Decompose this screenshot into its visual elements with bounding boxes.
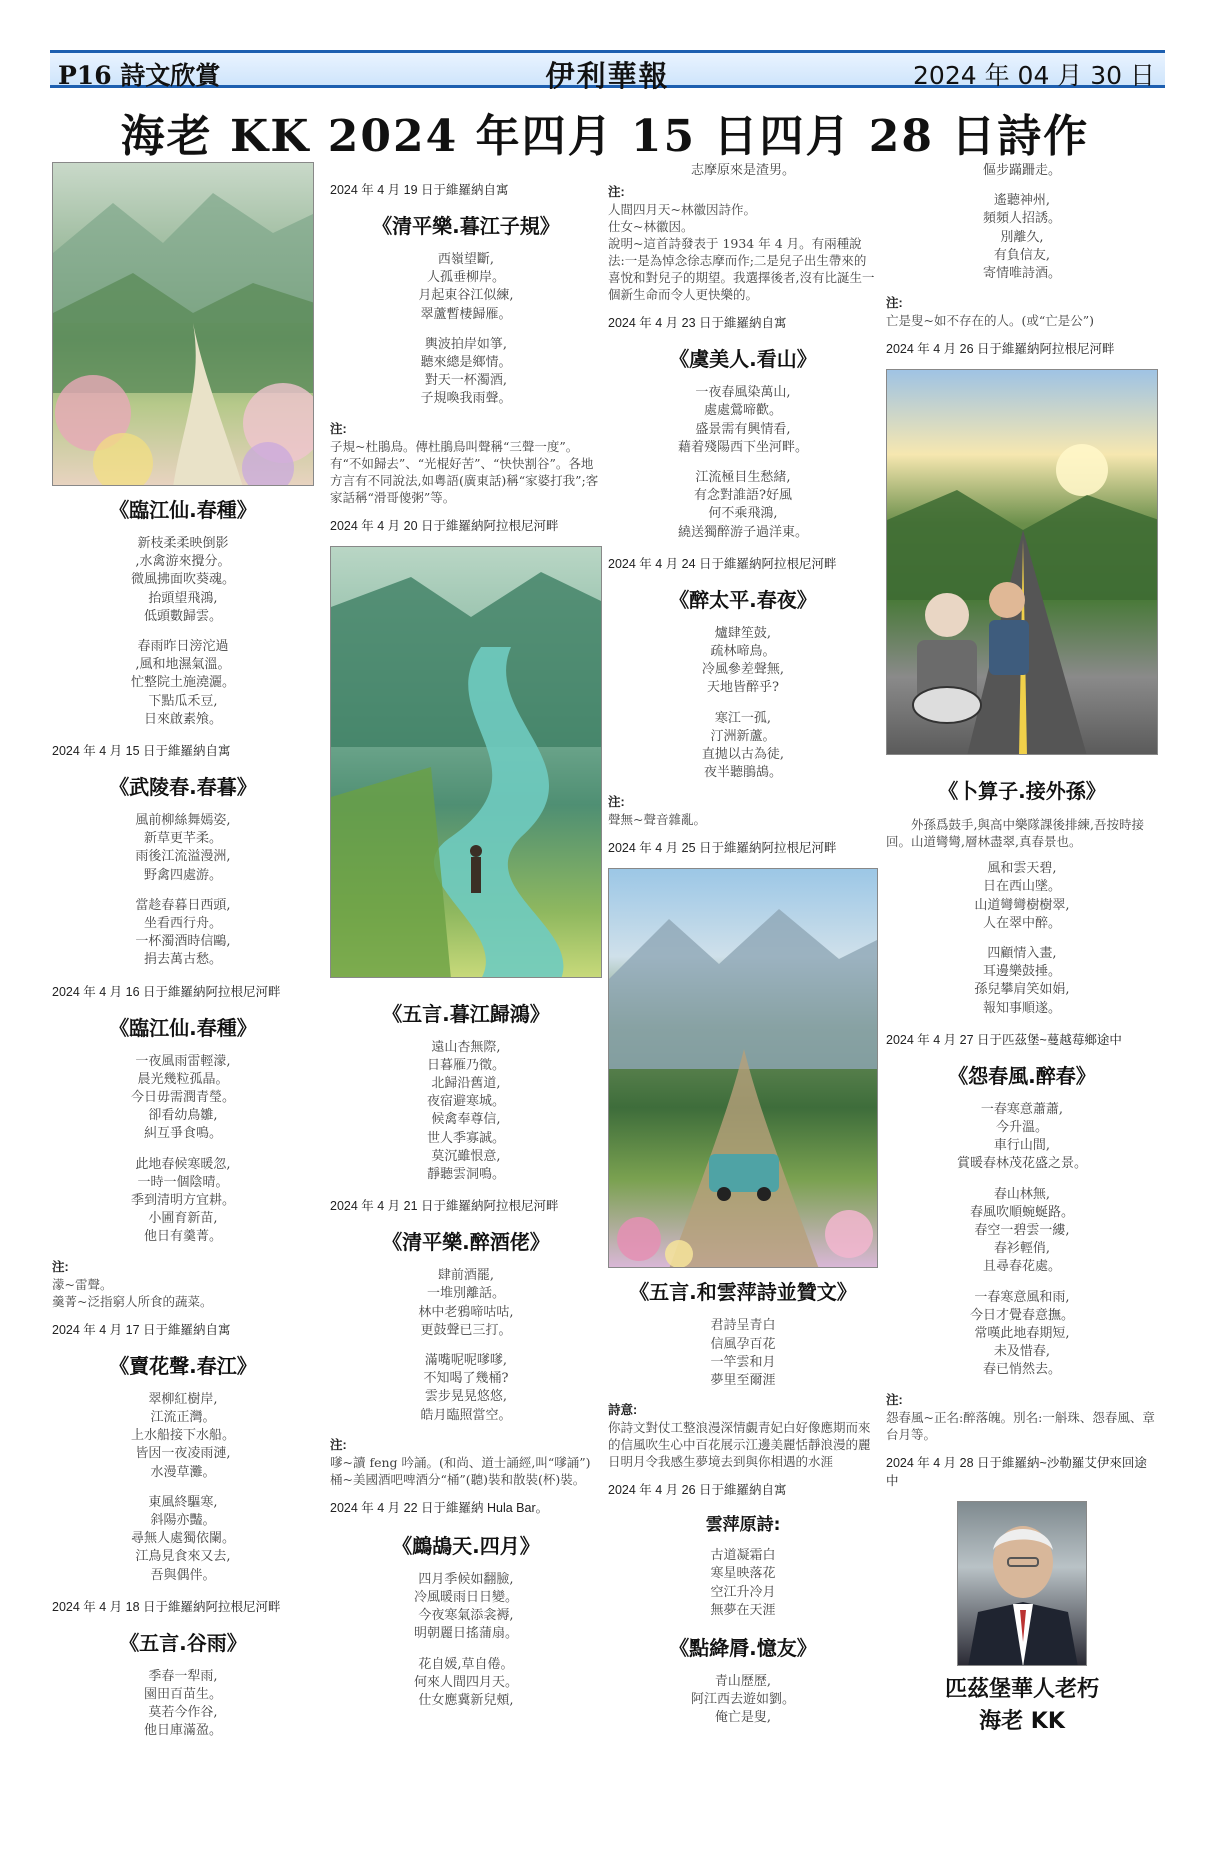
- column-3: [608, 162, 878, 1740]
- poem-stanza: 花自媛,草自倦。 何來人間四月天。 仕女應冀新兒頰,: [413, 1656, 518, 1709]
- author-portrait: [957, 1501, 1087, 1666]
- issue-date: 2024 年 04 月 30 日: [913, 61, 1155, 90]
- poem-note: 注: 濛~雷聲。 羹菁~泛指窮人所食的蔬菜。: [52, 1259, 213, 1309]
- poem-dateline: 2024 年 4 月 17 日于維羅納自寓: [52, 1322, 231, 1337]
- spring-valley-illustration: [52, 162, 314, 486]
- poem-dateline: 2024 年 4 月 21 日于維羅納阿拉根尼河畔: [330, 1199, 559, 1214]
- poem-note: 注: 人間四月天~林徽因詩作。 仕女~林徽因。 說明~這首詩發表于 1934 年 4 月。有兩種說法:一是為悼念徐志摩而作;二是兒子出生帶來的喜悅和對兒子的期望。我選擇後者,沒有比誕生一個新生命而令人更快樂的。: [608, 185, 875, 303]
- poem-stanza: 一夜風雨雷輕濛, 晨光幾粒孤晶。 今日毋需潤青瑩。 卻看幼鳥雛, 糾互爭食鳴。: [130, 1053, 235, 1142]
- poem-stanza: 西嶺望斷, 人孤垂柳岸。 月起東谷江似練, 翠蘆暫棲歸雁。: [418, 252, 514, 322]
- column-4: [886, 162, 1158, 1738]
- poem-stanza: 此地春候寒暖忽, 一時一個陰晴。 季到清明方宜耕。 小圃育新苗, 他日有羹菁。: [130, 1156, 235, 1245]
- poem-stanza: 季春一犁雨, 園田百苗生。 莫若今作谷, 他日庫滿盈。: [143, 1668, 222, 1739]
- page-title: 海老 KK 2024 年四月 15 日四月 28 日詩作: [120, 111, 1090, 162]
- poem-dateline: 2024 年 4 月 26 日于維羅納自寓: [608, 1483, 787, 1498]
- poem-stanza: 一春寒意風和雨, 今日才覺春意撫。 常嘆此地春期短, 未及惜春, 春已悄然去。: [969, 1289, 1074, 1378]
- poem-dateline: 2024 年 4 月 16 日于維羅納阿拉根尼河畔: [52, 984, 281, 999]
- section-label: P16 詩文欣賞: [58, 61, 221, 90]
- valley-artwork: [53, 163, 314, 486]
- poem-dateline: 2024 年 4 月 18 日于維羅納阿拉根尼河畔: [52, 1599, 281, 1614]
- poem-stanza: 東風終驅寒, 斜陽亦豔。 尋無人處獨依闌。 江鳥見食來又去, 吾與偶伴。: [130, 1494, 235, 1583]
- poem-stanza: 風前柳絲舞嫣姿, 新草更芊柔。 雨後江流溢漫洲, 野禽四處游。: [135, 813, 231, 883]
- poem-title: 《武陵春.春暮》: [109, 775, 257, 800]
- poem-dateline: 2024 年 4 月 20 日于維羅納阿拉根尼河畔: [330, 518, 559, 533]
- poem-title: 《怨春風.醉春》: [948, 1063, 1096, 1088]
- drummer-grandson-illustration: [886, 369, 1158, 755]
- poem-stanza: 翠柳紅樹岸, 江流正灣。 上水船接下水船。 皆因一夜凌雨漣, 水漫草灘。: [130, 1391, 235, 1480]
- masthead: 伊利華報: [545, 59, 670, 93]
- poem-title: 《臨江仙.春種》: [109, 1015, 257, 1040]
- poem-title: 《賣花聲.春江》: [109, 1353, 257, 1378]
- poem-dateline: 2024 年 4 月 27 日于匹茲堡~蔓越莓鄉途中: [886, 1032, 1122, 1047]
- poem-stanza: 爐肆笙鼓, 疏林啼鳥。 冷風參差聲無, 天地皆醉乎?: [701, 625, 785, 696]
- poem-dateline: 2024 年 4 月 25 日于維羅納阿拉根尼河畔: [608, 841, 837, 856]
- poem-title: 《五言.暮江歸鴻》: [382, 1001, 550, 1026]
- poem-dateline: 2024 年 4 月 24 日于維羅納阿拉根尼河畔: [608, 556, 837, 571]
- river-valley-illustration: [330, 546, 602, 978]
- poem-meaning: 詩意: 你詩文對仗工整浪漫深情覷青妃白好像應期而來的信風吹生心中百花展示江邊美麗恬靜浪漫的麗日明月令我感生夢境去到與你相遇的水涯: [608, 1403, 871, 1470]
- poem-title: 《鷓鴣天.四月》: [392, 1533, 540, 1558]
- poem-stanza: 青山歷歷, 阿江西去遊如劉。 俺亡是叟,: [690, 1674, 795, 1726]
- poem-stanza: 君詩呈青白 信風孕百花 一竿雲和月 夢里至爾涯: [710, 1318, 776, 1389]
- poem-stanza: 古道凝霜白 寒星映落花 空江升冷月 無夢在天涯: [710, 1548, 776, 1618]
- author-affiliation: 匹茲堡華人老朽: [944, 1676, 1099, 1702]
- poem-stanza: 新枝柔柔映倒影 ,水禽游來攪分。 微風拂面吹葵魂。 抬頭望飛鴻, 低頭數歸雲。: [130, 536, 235, 624]
- poem-dateline: 2024 年 4 月 28 日于維羅納~沙勒羅艾伊來回途中: [886, 1455, 1147, 1488]
- poem-dateline: 2024 年 4 月 22 日于維羅納 Hula Bar。: [330, 1500, 549, 1515]
- mountain-road-van-illustration: [608, 868, 878, 1268]
- poem-title: 《卜算子.接外孫》: [938, 779, 1106, 804]
- drummer-artwork: [887, 370, 1158, 755]
- poem-note: 注: 怨春風~正名:醉落魄。別名:一斛珠、怨春風、章台月等。: [886, 1392, 1155, 1442]
- poem-title: 雲萍原詩:: [705, 1515, 781, 1536]
- poem-title: 《清平樂.暮江子規》: [372, 214, 560, 238]
- poem-intro: 外孫爲鼓手,與高中樂隊課後排練,吾按時接回。山道彎彎,層林盡翠,真春景也。: [886, 817, 1144, 850]
- column-2: [330, 162, 602, 1722]
- poem-dateline: 2024 年 4 月 23 日于維羅納自寓: [608, 316, 787, 331]
- poem-stanza: 傴步蹣跚走。: [982, 163, 1061, 178]
- poem-stanza: 志摩原來是渣男。: [690, 163, 795, 178]
- poem-title: 《醉太平.春夜》: [669, 587, 817, 612]
- poem-stanza: 一春寒意蕭蕭, 今升溫。 車行山間, 賞暖春林茂花盛之景。: [956, 1101, 1087, 1172]
- page-header: [50, 50, 1165, 93]
- poem-stanza: 四月季候如翻臉, 冷風暖雨日日變。 今夜寒氣添衾褥, 明朝麗日搖蒲扇。: [413, 1571, 518, 1642]
- poem-stanza: 寒江一孤, 汀洲新蘆。 直拋以古為徒, 夜半聽鵑鴣。: [701, 710, 785, 781]
- river-artwork: [331, 547, 602, 978]
- poem-note: 注: 亡是叟~如不存在的人。(或“亡是公”): [886, 296, 1095, 329]
- poem-title: 《點絳脣.憶友》: [669, 1636, 817, 1661]
- poem-stanza: 遠山杏無際, 日暮雁乃徵。 北歸沿舊道, 夜宿避寒城。 候禽奉尊信, 世人季寡誠。 莫沉雖恨意, 靜聽雲洞鳴。: [426, 1039, 505, 1183]
- poem-stanza: 滿嘴呢呢嗲嗲, 不知喝了幾桶? 雲步晃晃悠悠, 皓月臨照當空。: [420, 1353, 512, 1423]
- poem-stanza: 一夜春風染萬山, 處處鶯啼歡。 盛景需有興情看, 藉着殘陽西下坐河畔。: [677, 385, 808, 455]
- poem-stanza: 風和雲天碧, 日在西山墜。 山道彎彎樹樹翠, 人在翠中醉。: [974, 861, 1070, 931]
- poem-stanza: 四顧情入畫, 耳邊樂鼓捶。 孫兒攀肩笑如娟, 報知事順遂。: [974, 946, 1070, 1016]
- poem-stanza: 當趁春暮日西頭, 坐看西行舟。 一杯濁酒時信鷗, 捐去萬古愁。: [135, 897, 231, 968]
- poem-title: 《五言.和雲萍詩並贊文》: [629, 1280, 857, 1305]
- author-name: 海老 KK: [979, 1708, 1065, 1734]
- mountain-van-artwork: [609, 869, 878, 1268]
- poem-note: 注: 聲無~聲音雜亂。: [608, 795, 706, 828]
- poem-dateline: 2024 年 4 月 19 日于維羅納自寓: [330, 183, 509, 197]
- poem-title: 《虞美人.看山》: [669, 347, 817, 372]
- poem-dateline: 2024 年 4 月 15 日于維羅納自寓: [52, 744, 231, 759]
- poem-title: 《清平樂.醉酒佬》: [382, 1230, 550, 1255]
- poem-stanza: 輿波拍岸如箏, 聽來總是鄉情。 對天一杯濁酒, 子規喚我雨聲。: [420, 336, 512, 407]
- poem-title: 《五言.谷雨》: [119, 1630, 247, 1655]
- poem-stanza: 遙聽神州, 頻頻人招誘。 別離久, 有負信友, 寄情唯詩酒。: [982, 193, 1061, 282]
- poem-stanza: 肆前酒罷, 一堆別離話。 林中老鴉啼咕咕, 更鼓聲已三打。: [418, 1268, 514, 1338]
- column-1: [52, 162, 314, 1753]
- poem-stanza: 春雨昨日滂沱過 ,風和地濕氣溫。 忙整院土施澆灑。 下點瓜禾豆, 日來啟素飧。: [130, 639, 235, 727]
- poem-stanza: 江流極目生愁緒, 有念對誰語?好風 何不乘飛鴻, 繞送獨醉游子過洋東。: [677, 470, 808, 540]
- poem-note: 注: 子規~杜鵑鳥。傳杜鵑鳥叫聲稱“三聲一度”。有“不如歸去”、“光棍好苦”、“快快割谷”。各地方言有不同說法,如粵語(廣東話)稱“家婆打我”;客家話稱“滑哥傻粥”等。: [330, 421, 599, 505]
- poem-dateline: 2024 年 4 月 26 日于維羅納阿拉根尼河畔: [886, 342, 1115, 357]
- portrait-artwork: [958, 1502, 1087, 1666]
- poem-note: 注: 嗲~讀 feng 吟誦。(和尚、道士誦經,叫“嗲誦”)桶~美國酒吧啤酒分“桶”(聽)裝和散裝(杯)裝。: [330, 1437, 591, 1487]
- poem-stanza: 春山林無, 春風吹順蜿蜒路。 春空一碧雲一縷, 春衫輕俏, 且尋春花處。: [969, 1186, 1074, 1275]
- poem-title: 《臨江仙.春種》: [109, 498, 257, 522]
